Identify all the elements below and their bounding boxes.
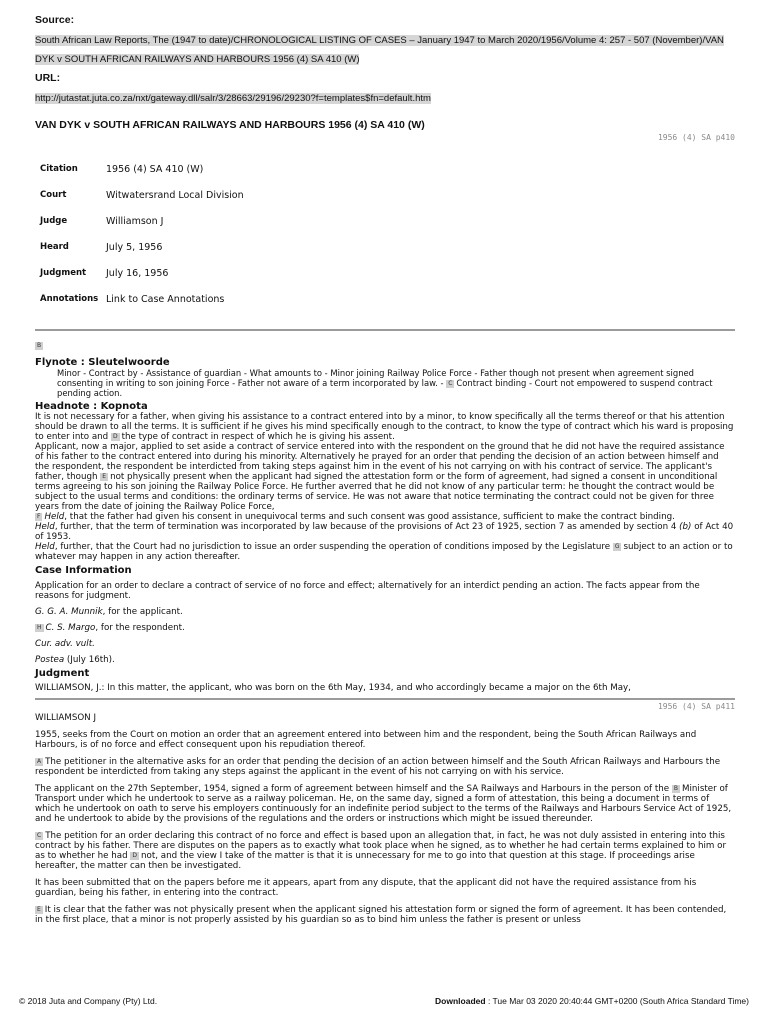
postea: Postea (July 16th). <box>35 655 115 665</box>
page-footer <box>19 996 749 1006</box>
meta-row-heard <box>40 234 244 260</box>
margin-marker: E <box>37 905 41 913</box>
case-info-heading: Case Information <box>35 565 132 576</box>
margin-marker: C <box>448 379 453 387</box>
margin-marker: D <box>132 851 137 859</box>
meta-row-court <box>40 182 244 208</box>
page-divider <box>35 698 735 700</box>
cur-adv-vult: Cur. adv. vult. <box>35 639 95 649</box>
held-paragraph: F Held, that the father had given his consent in unequivocal terms and such consent was good assistance, sufficient to make the contract binding. <box>37 512 675 522</box>
source-path: South African Law Reports, The (1947 to date)/CHRONOLOGICAL LISTING OF CASES – January 1947 to March 2020/1956/Volume 4: 257 - 507 (November)/VAN DYK v SOUTH AFRICAN RAILWAYS AND HARBOURS 1956 (4) SA 410 (W) <box>35 35 724 65</box>
document-page <box>35 14 735 925</box>
held-paragraph: Held, further, that the Court had no jurisdiction to issue an order suspending the operation of conditions imposed by the Legislature G subject to an action or to whatever may happen in any action thereafter. <box>35 542 733 562</box>
source-url[interactable]: http://jutastat.juta.co.za/nxt/gateway.dll/salr/3/28663/29196/29230?f=templates$fn=default.htm <box>35 93 431 104</box>
headnote-body <box>35 412 735 562</box>
meta-value: 1956 (4) SA 410 (W) <box>106 163 204 175</box>
margin-marker: B <box>37 341 42 349</box>
judgment-paragraph: The applicant on the 27th September, 1954, signed a form of agreement between himself and the SA Railways and Harbours in the person of the B Minister of Transport under which he undertook to serve as a railway policeman. He, on the same day, signed a form of attestation, this being a document in terms of which he undertook on oath to serve his employers continuously for an indefinite period subject to the terms of the Railways and Harbours Service Act of 1925, and he undertook to abide by the provisions of the regulations and the orders or instructions which might be issued thereunder. <box>35 784 732 824</box>
headnote-heading: Headnote : Kopnota <box>35 401 148 412</box>
meta-key: Heard <box>40 242 69 252</box>
margin-marker: F <box>37 512 41 520</box>
margin-marker: B <box>673 784 679 792</box>
margin-marker: D <box>112 432 118 440</box>
meta-row-judge <box>40 208 244 234</box>
meta-key: Court <box>40 190 67 200</box>
judgment-body-continued <box>35 713 735 925</box>
margin-marker: E <box>102 472 107 480</box>
judgment-body <box>35 683 735 693</box>
headnote-paragraph: It is not necessary for a father, when giving his assistance to a contract entered into by a minor, to know specifically all the terms thereof or that his attention should be drawn to all the terms. It is sufficient if he gives his mind specifically enough to the contract, to know the type of contract which his ward is proposing to enter into and D the type of contract in respect of which he is giving his assent. <box>35 412 734 442</box>
judgment-paragraph: E It is clear that the father was not physically present when the applicant signed his attestation form or signed the form of agreement. It has been contended, in the first place, that a minor is not properly assisted by his guardian so as to bind him unless the father is present or unless <box>35 905 727 925</box>
margin-marker: H <box>37 623 42 631</box>
judgment-paragraph: A The petitioner in the alternative asks for an order that pending the decision of an action between himself and the South African Railways and Harbours the respondent be interdicted from taking any steps against the applicant in the event of his not carrying on with his service. <box>35 757 721 777</box>
case-info-body <box>35 581 735 665</box>
meta-row-annotations <box>40 286 244 312</box>
headnote-paragraph: Applicant, now a major, applied to set aside a contract of service entered into with the respondent on the ground that he did not have the required assistance of his father to the contract entered into during his minority. Alternatively he prayed for an order that pending the decision of an action between himself and the respondent, the respondent be interdicted from taking steps against him in the event of his not carrying on with his contract of service. The applicant's father, though E not physically present when the applicant had signed the attestation form or the form of agreement, had signed a consent in unconditional terms agreeing to his son joining the Railway Police Force. He further averred that he did not know of any particular term: he thought the contract would be subject to the usual terms and conditions: the ordinary terms of service. He was not aware that notice terminating the contract could not be given for three years from the date of joining the Railway Police Force, <box>35 442 725 512</box>
margin-marker: A <box>37 757 42 765</box>
judge-name: WILLIAMSON J <box>35 713 97 723</box>
meta-row-judgment <box>40 260 244 286</box>
meta-key: Citation <box>40 164 78 174</box>
meta-row-citation <box>40 156 244 182</box>
page-ref: 1956 (4) SA p411 <box>657 702 735 711</box>
meta-value: July 16, 1956 <box>106 267 169 279</box>
meta-value: July 5, 1956 <box>106 241 163 253</box>
judgment-paragraph: It has been submitted that on the papers before me it appears, apart from any dispute, that the applicant did not have the required assistance from his guardian, being his father, in entering into the contract. <box>35 878 697 898</box>
case-title: VAN DYK v SOUTH AFRICAN RAILWAYS AND HARBOURS 1956 (4) SA 410 (W) <box>35 119 425 131</box>
case-info-paragraph: Application for an order to declare a contract of service of no force and effect; alternatively for an interdict pending an action. The facts appear from the reasons for judgment. <box>35 581 700 601</box>
download-info: Downloaded : Tue Mar 03 2020 20:40:44 GMT+0200 (South Africa Standard Time) <box>435 996 749 1006</box>
margin-marker: C <box>37 831 42 839</box>
judgment-heading: Judgment <box>35 668 90 679</box>
held-paragraph: Held, further, that the term of termination was incorporated by law because of the provisions of Act 23 of 1925, section 7 as amended by section 4 (b) of Act 40 of 1953. <box>35 522 734 542</box>
meta-value: Williamson J <box>106 215 164 227</box>
section-divider <box>35 329 735 331</box>
case-metadata-table <box>40 156 244 312</box>
judgment-paragraph: WILLIAMSON, J.: In this matter, the applicant, who was born on the 6th May, 1934, and who accordingly became a major on the 6th May, <box>35 683 631 693</box>
source-label: Source: <box>35 14 75 26</box>
flynote-text: Minor - Contract by - Assistance of guardian - What amounts to - Minor joining Railway Police Force - Father though not present when agreement signed consenting in writing to son joining Force - Father not aware of a term incorporated by law. - C Contract binding - Court not empowered to suspend contract pending action. <box>57 368 713 398</box>
meta-key: Judgment <box>40 268 87 278</box>
counsel-applicant: G. G. A. Munnik, for the applicant. <box>35 607 183 617</box>
meta-key: Annotations <box>40 294 99 304</box>
copyright-text: © 2018 Juta and Company (Pty) Ltd. <box>19 996 158 1006</box>
judgment-paragraph: 1955, seeks from the Court on motion an order that an agreement entered into between him and the respondent, being the South African Railways and Harbours, is of no force and effect consequent upon his repudiation thereof. <box>35 730 697 750</box>
meta-key: Judge <box>40 216 68 226</box>
meta-value: Witwatersrand Local Division <box>106 189 244 201</box>
page-ref: 1956 (4) SA p410 <box>657 133 735 142</box>
annotations-link[interactable]: Link to Case Annotations <box>106 293 225 305</box>
margin-marker: G <box>614 542 620 550</box>
url-label: URL: <box>35 72 61 84</box>
judgment-paragraph: C The petition for an order declaring this contract of no force and effect is based upon an allegation that, in fact, he was not duly assisted in entering into this contract by his father. There are disputes on the papers as to exactly what took place when he signed, as to whether he had certain terms explained to him or as to whether he had D not, and the view I take of the matter is that it is unnecessary for me to go into that question at this stage. If proceedings arise hereafter, the matter can then be investigated. <box>35 831 727 871</box>
counsel-respondent: H C. S. Margo, for the respondent. <box>37 623 185 633</box>
flynote-heading: Flynote : Sleutelwoorde <box>35 357 170 368</box>
